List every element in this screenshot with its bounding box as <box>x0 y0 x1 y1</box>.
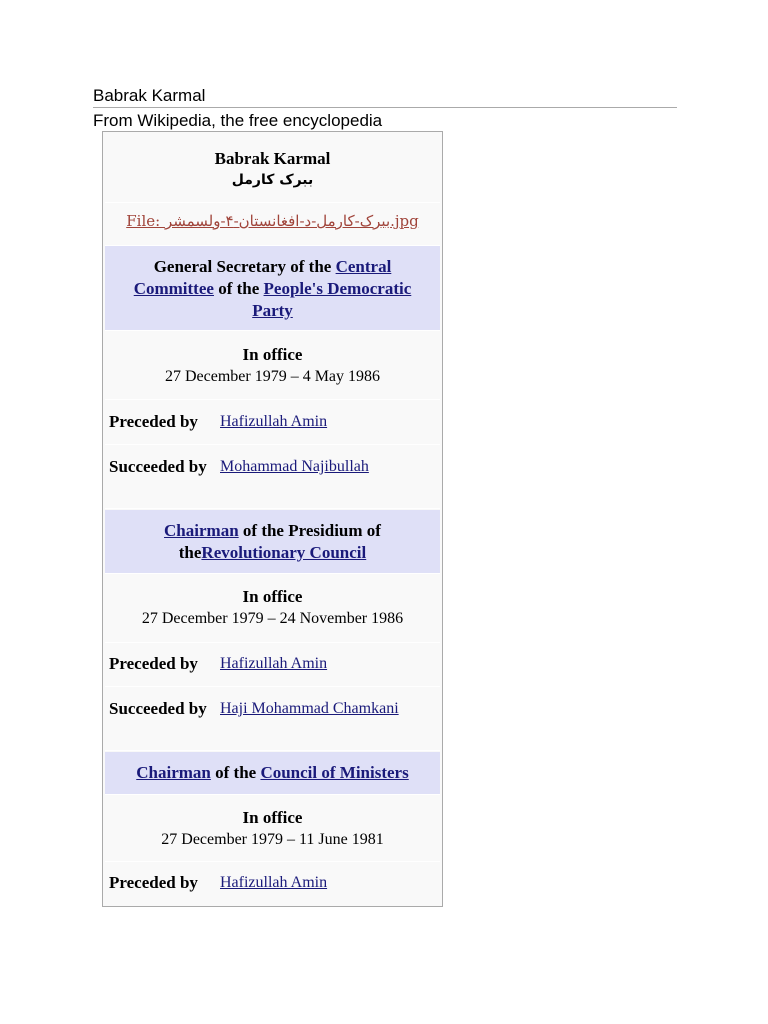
office-dates: 27 December 1979 – 4 May 1986 <box>164 368 381 385</box>
succeeded-by-label: Succeeded by <box>109 457 207 476</box>
preceded-by-label: Preceded by <box>109 654 198 673</box>
section-header-presidium <box>105 510 440 574</box>
preceded-by-label: Preceded by <box>109 873 198 892</box>
succeeded-by-row <box>105 688 440 751</box>
predecessor-link[interactable]: Hafizullah Amin <box>220 655 328 672</box>
predecessor-link[interactable]: Hafizullah Amin <box>220 413 328 430</box>
infobox-name-block <box>105 134 440 203</box>
in-office-label: In office <box>242 587 303 606</box>
office-dates: 27 December 1979 – 11 June 1981 <box>161 831 384 848</box>
infobox <box>102 131 443 907</box>
preceded-by-row <box>105 863 440 904</box>
header-text: of the Presidium of the <box>178 521 381 562</box>
office-dates: 27 December 1979 – 24 November 1986 <box>141 610 404 627</box>
successor-link[interactable]: Mohammad Najibullah <box>220 458 369 475</box>
chairman-link[interactable]: Chairman <box>136 763 211 782</box>
successor-link[interactable]: Haji Mohammad Chamkani <box>220 700 399 717</box>
section-header-general-secretary <box>105 246 440 331</box>
peoples-democratic-party-link[interactable]: People's Democratic Party <box>252 279 412 320</box>
revolutionary-council-link[interactable]: Revolutionary Council <box>201 543 367 562</box>
header-text: General Secretary of the <box>153 257 336 276</box>
infobox-image-block <box>105 204 440 246</box>
preceded-by-row <box>105 644 440 687</box>
header-text: of the <box>213 279 264 298</box>
image-file-link[interactable]: File: ببرک-کارمل-د-افغانستان-۴-ولسمشر.jpg <box>126 212 419 230</box>
predecessor-link[interactable]: Hafizullah Amin <box>220 874 328 891</box>
preceded-by-row <box>105 401 440 445</box>
succeeded-by-row <box>105 446 440 509</box>
in-office-label: In office <box>242 808 303 827</box>
section-header-council-of-ministers <box>105 752 440 795</box>
in-office-block <box>105 576 440 643</box>
page-subtitle: From Wikipedia, the free encyclopedia <box>93 111 383 130</box>
person-name: Babrak Karmal <box>214 149 331 168</box>
succeeded-by-label: Succeeded by <box>109 699 207 718</box>
chairman-link[interactable]: Chairman <box>164 521 239 540</box>
preceded-by-label: Preceded by <box>109 412 198 431</box>
person-native-name: ببرک کارمل <box>231 172 314 188</box>
in-office-block <box>105 797 440 862</box>
in-office-label: In office <box>242 345 303 364</box>
central-committee-link[interactable]: Central Committee <box>133 257 392 298</box>
page-title: Babrak Karmal <box>93 86 677 108</box>
in-office-block <box>105 333 440 400</box>
council-of-ministers-link[interactable]: Council of Ministers <box>260 763 409 782</box>
header-text: of the <box>210 763 261 782</box>
